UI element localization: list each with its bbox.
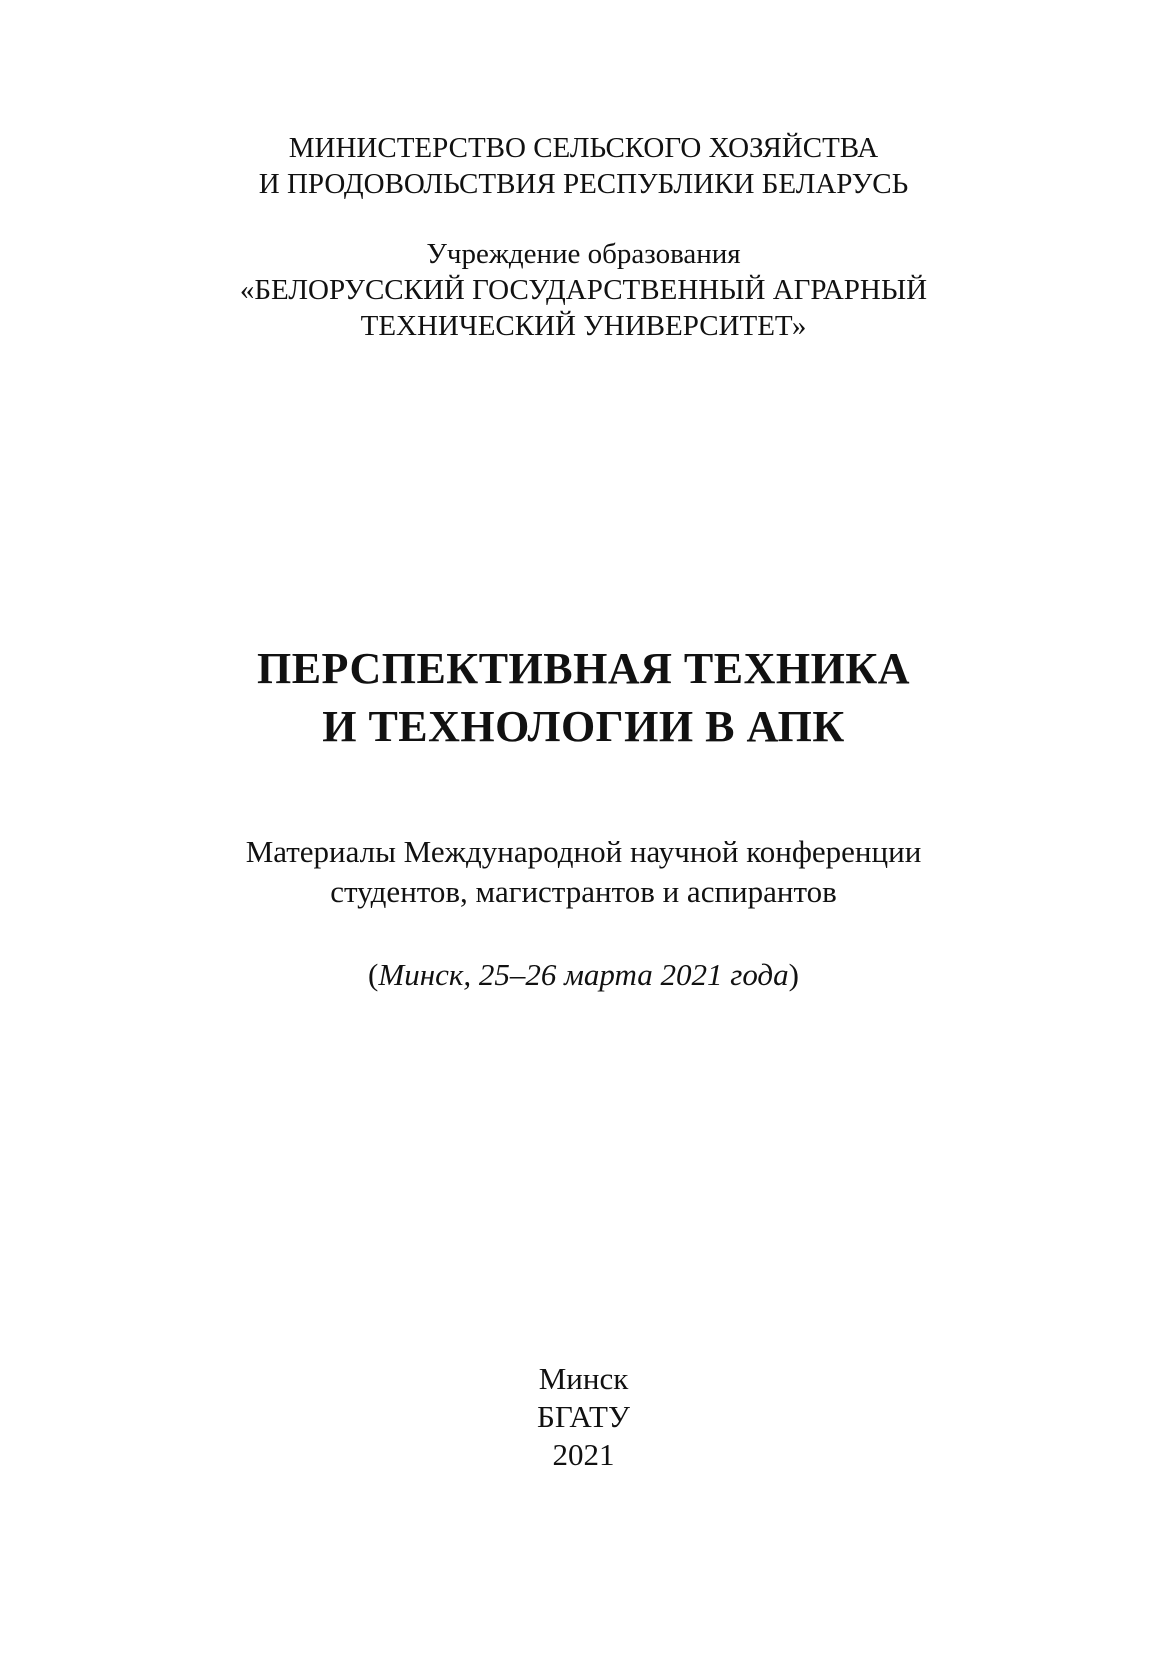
dates-text: Минск, 25–26 марта 2021 года	[378, 957, 789, 992]
imprint-year: 2021	[552, 1437, 615, 1472]
conference-dates-line	[0, 955, 1167, 995]
imprint-city: Минск	[538, 1361, 629, 1396]
subtitle-line-1: Материалы Международной научной конференции	[245, 834, 922, 869]
dates-close-paren: )	[788, 957, 799, 992]
imprint-publisher: БГАТУ	[537, 1399, 630, 1434]
subtitle-line-2: студентов, магистрантов и аспирантов	[330, 874, 837, 909]
conference-dates	[0, 955, 1167, 995]
imprint	[0, 1360, 1167, 1474]
institution-line-2: «БЕЛОРУССКИЙ ГОСУДАРСТВЕННЫЙ АГРАРНЫЙ	[239, 274, 928, 306]
ministry-line-1: МИНИСТЕРСТВО СЕЛЬСКОГО ХОЗЯЙСТВА	[288, 132, 879, 164]
institution-header	[0, 236, 1167, 344]
institution-line-1: Учреждение образования	[426, 238, 741, 270]
ministry-header	[0, 130, 1167, 202]
title-line-2: И ТЕХНОЛОГИИ В АПК	[322, 702, 845, 751]
institution-line-3: ТЕХНИЧЕСКИЙ УНИВЕРСИТЕТ»	[360, 310, 807, 342]
dates-open-paren: (	[368, 957, 379, 992]
document-subtitle	[0, 832, 1167, 912]
document-title	[0, 640, 1167, 756]
ministry-line-2: И ПРОДОВОЛЬСТВИЯ РЕСПУБЛИКИ БЕЛАРУСЬ	[258, 168, 909, 200]
title-line-1: ПЕРСПЕКТИВНАЯ ТЕХНИКА	[256, 644, 911, 693]
